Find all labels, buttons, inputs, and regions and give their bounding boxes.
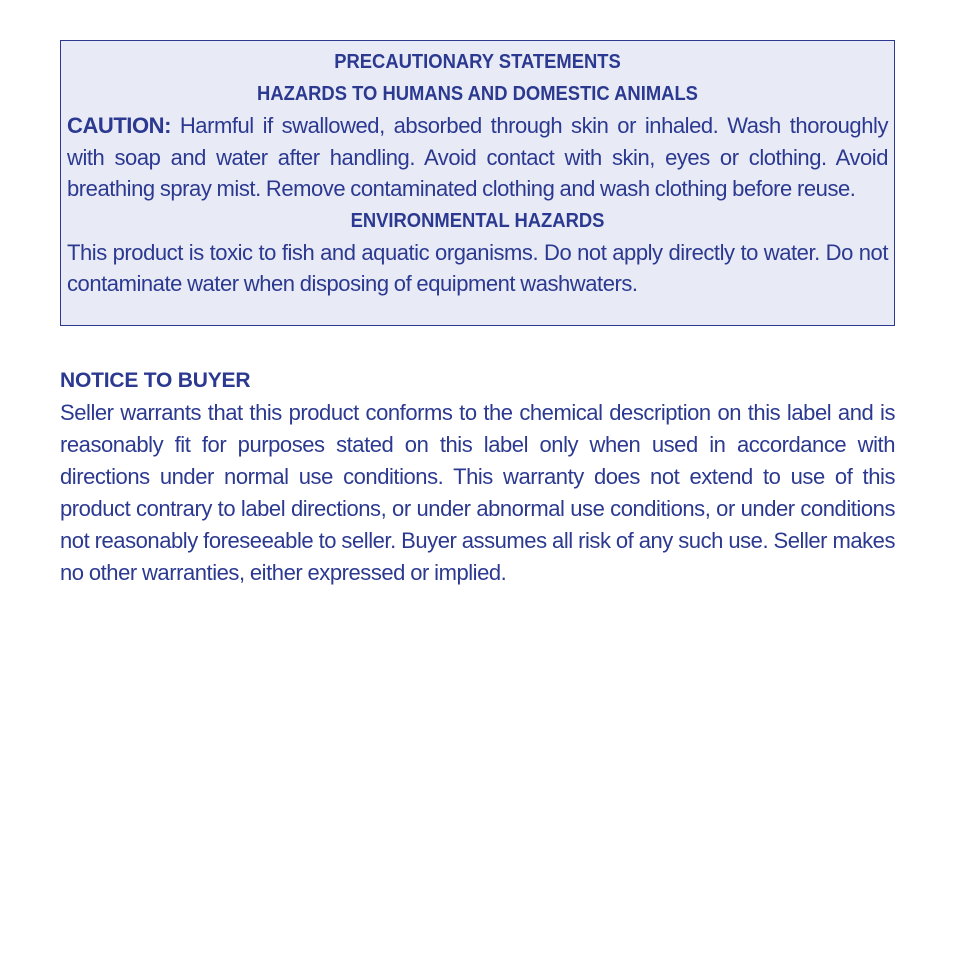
caution-label: CAUTION:: [67, 113, 171, 138]
notice-to-buyer-section: [60, 365, 895, 589]
hazards-humans-animals-heading: HAZARDS TO HUMANS AND DOMESTIC ANIMALS: [257, 83, 698, 105]
environmental-hazards-text: This product is toxic to fish and aquatic organisms. Do not apply directly to water. Do not contaminate water when disposing of equipment washwaters.: [67, 239, 888, 296]
notice-to-buyer-body: Seller warrants that this product conforms to the chemical description on this label and is reasonably fit for purposes stated on this label only when used in accordance with directions under normal use conditions. This warranty does not extend to use of this product contrary to label directions, or under abnormal use conditions, or under conditions not reasonably foreseeable to seller. Buyer assumes all risk of any such use. Seller makes no other warranties, either expressed or implied.: [60, 400, 895, 585]
precautionary-statements-title: PRECAUTIONARY STATEMENTS: [334, 51, 621, 73]
caution-text: Harmful if swallowed, absorbed through skin or inhaled. Wash thoroughly with soap and water after handling. Avoid contact with skin, eyes or clothing. Avoid breathing spray mist. Remove contaminated clothing and wash clothing before reuse.: [67, 113, 888, 201]
notice-to-buyer-title: NOTICE TO BUYER: [60, 369, 251, 392]
precautionary-statements-box: [60, 40, 895, 326]
caution-paragraph: [67, 110, 888, 205]
environmental-hazards-heading: ENVIRONMENTAL HAZARDS: [350, 209, 605, 232]
